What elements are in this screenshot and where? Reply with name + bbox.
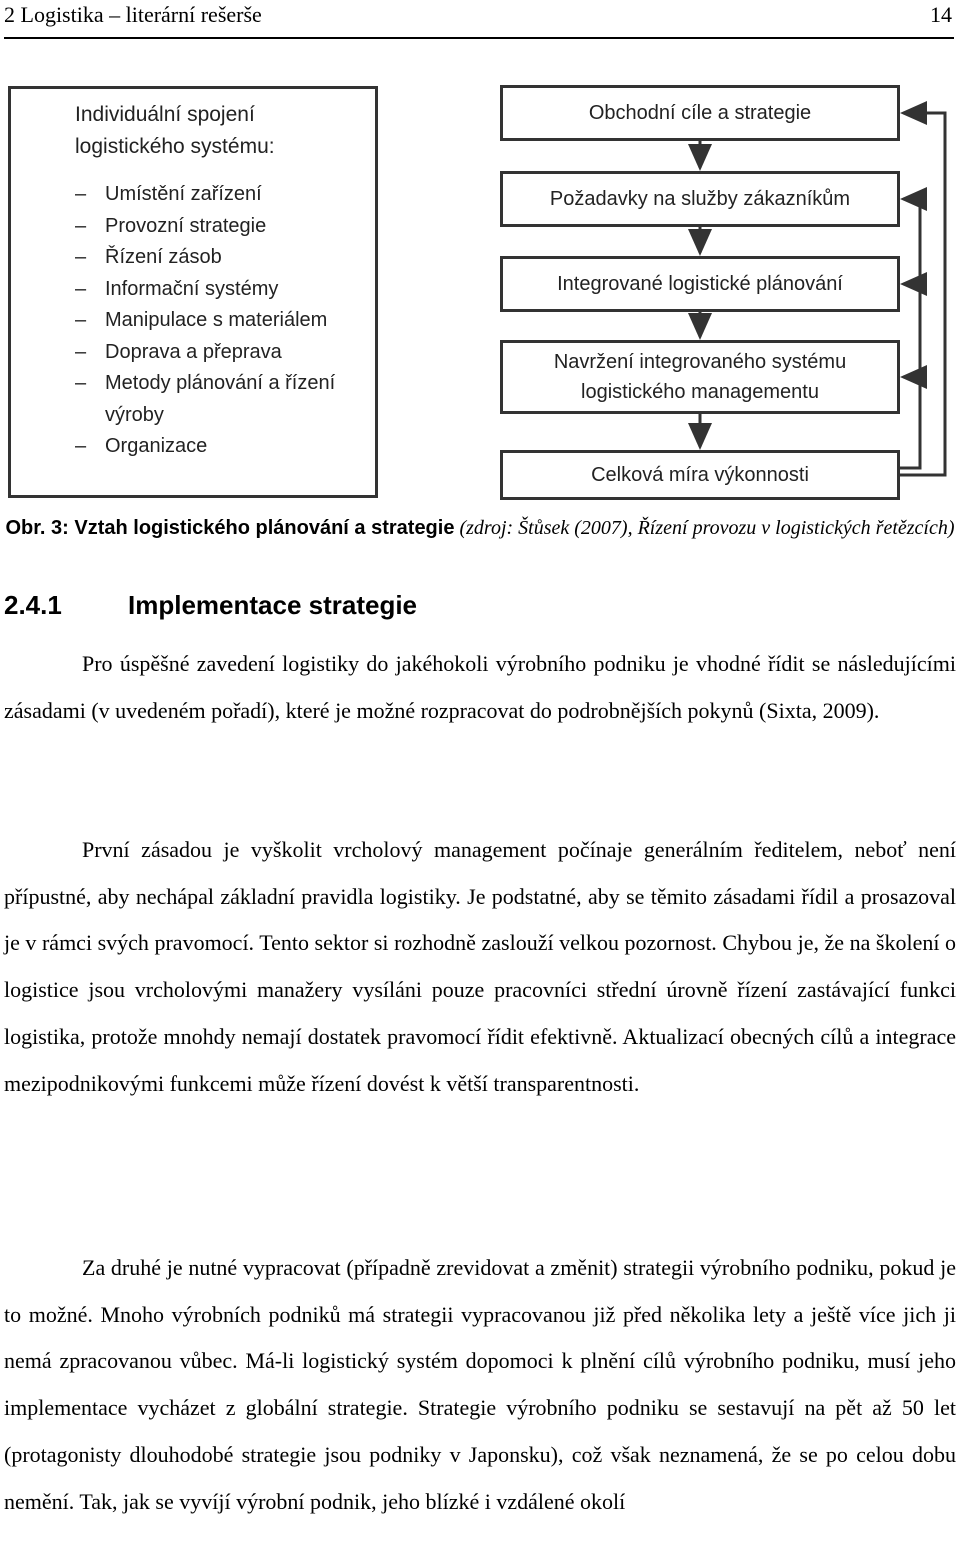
list-item: – Organizace	[75, 435, 208, 457]
section-title: Implementace strategie	[128, 590, 418, 620]
list-item: – Doprava a přeprava	[75, 340, 282, 363]
flow-box-customer-requirements: Požadavky na služby zákazníkům	[500, 171, 900, 227]
list-item: – Provozní strategie	[75, 214, 267, 237]
list-item: – Metody plánování a řízení výroby	[75, 372, 336, 426]
list-item: – Umístění zařízení	[75, 183, 262, 205]
figure-caption	[0, 514, 960, 542]
flow-box-business-goals: Obchodní cíle a strategie	[500, 85, 900, 141]
flow-box-overall-performance: Celková míra výkonnosti	[500, 450, 900, 500]
list-item: – Informační systémy	[75, 277, 279, 300]
figure-logistics-strategy	[0, 70, 960, 510]
section-number: 2.4.1	[4, 590, 62, 620]
logistics-system-title: Individuální spojení logistického systému:	[75, 103, 275, 158]
section-heading	[4, 590, 417, 621]
flow-box-integrated-planning: Integrované logistické plánování	[500, 256, 900, 312]
caption-label: Obr. 3: Vztah logistického plánování a strategie	[5, 517, 455, 539]
list-item: – Manipulace s materiálem	[75, 309, 328, 331]
list-item: – Řízení zásob	[75, 246, 222, 268]
flow-box-system-design: Navržení integrovaného systému logistického managementu	[500, 340, 900, 414]
paragraph-1: Pro úspěšné zavedení logistiky do jakéhokoli výrobního podniku je vhodné řídit se následujícími zásadami (v uvedeném pořadí), které je možné rozpracovat do podrobnějších pokynů (Sixta, 2009).	[4, 651, 956, 723]
chapter-title: 2 Logistika – literární rešerše	[4, 2, 262, 27]
caption-source: (zdroj: Štůsek (2007), Řízení provozu v logistických řetězcích)	[454, 517, 955, 539]
feedback-loop-inner-a	[900, 199, 920, 468]
page-header	[4, 0, 954, 39]
feedback-loop-outer	[900, 113, 945, 475]
paragraph-3: Za druhé je nutné vypracovat (případně zrevidovat a změnit) strategii výrobního podniku, pokud je to možné. Mnoho výrobních podniků má strategii vypracovanou již před několika lety a ještě více jich ji nemá zpracovanou vůbec. Má-li logistický systém dopomoci k plnění cílů výrobního podniku, musí jeho implementace vycházet z globální strategie. Strategie výrobního podniku se sestavují na pět až 50 let (protagonisty dlouhodobé strategie jsou podniky v Japonsku), což však neznamená, že se po celou dobu nemění. Tak, jak se vyvíjí výrobní podnik, jeho blízké i vzdálené okolí	[4, 1255, 956, 1514]
page-number: 14	[930, 2, 952, 27]
paragraph-2: První zásadou je vyškolit vrcholový management počínaje generálním ředitelem, neboť není přípustné, aby nechápal základní pravidla logistiky. Je podstatné, aby se těmito zásadami řídil a prosazoval je v rámci svých pravomocí. Tento sektor si rozhodně zaslouží velkou pozornost. Chybou je, že na školení o logistice jsou vrcholovými manažery vysíláni pouze pracovníci střední úrovně řízení zastávající funkci logistika, protože mnohdy nemají dostatek pravomocí řídit efektivně. Aktualizací obecných cílů a integrace mezipodnikovými funkcemi může řízení dovést k větší transparentnosti.	[4, 837, 956, 1096]
